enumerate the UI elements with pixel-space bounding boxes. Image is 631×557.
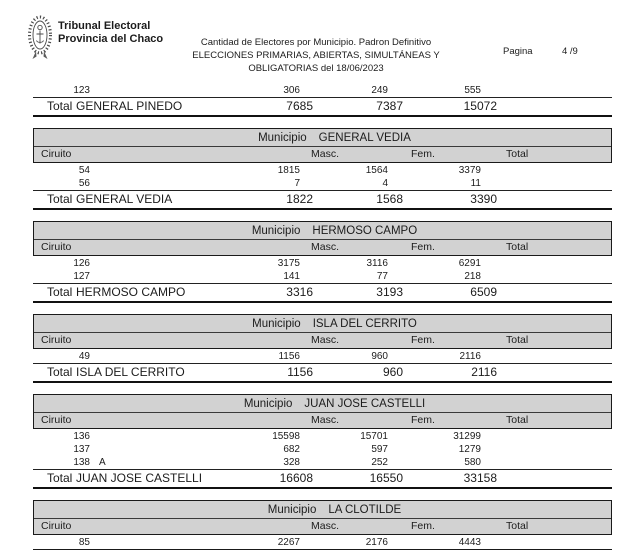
table-row	[33, 443, 612, 456]
col-header-masc: Masc.	[311, 148, 340, 160]
cell-total: 218	[464, 271, 481, 282]
cell-masc: 2267	[277, 537, 300, 548]
table-row	[33, 164, 612, 177]
col-header-total: Total	[506, 520, 529, 532]
municipio-title-row	[34, 129, 611, 147]
col-header-circuito: Ciruito	[41, 520, 72, 532]
section-bottom-line	[33, 115, 612, 117]
title-line-1: Cantidad de Electores por Municipio. Padron Definitivo	[200, 37, 432, 48]
col-header-circuito: Ciruito	[41, 241, 72, 253]
cell-total: 555	[464, 85, 481, 96]
col-header-fem: Fem.	[411, 414, 435, 426]
cell-total: 1279	[458, 444, 481, 455]
total-label: Total	[47, 192, 73, 206]
cell-total: 11	[470, 178, 481, 189]
total-masc: 3316	[286, 285, 313, 299]
total-row	[33, 284, 612, 301]
cell-fem: 15701	[360, 431, 388, 442]
municipio-name: LA CLOTILDE	[328, 504, 402, 516]
section-bottom-line	[33, 381, 612, 383]
page-number-value: 4 /9	[562, 46, 578, 57]
cell-masc: 328	[283, 457, 300, 468]
municipio-label: Municipio	[258, 132, 307, 144]
organization-name	[58, 20, 163, 46]
column-header-row	[34, 147, 611, 162]
cell-masc: 3175	[277, 258, 300, 269]
municipio-header-box	[33, 500, 612, 535]
title-line-2: ELECCIONES PRIMARIAS, ABIERTAS, SIMULTÁNEAS Y	[192, 50, 440, 61]
cell-circuit: 123	[73, 85, 90, 96]
municipio-name: ISLA DEL CERRITO	[312, 318, 417, 330]
total-total: 6509	[470, 285, 497, 299]
table-row	[33, 177, 612, 190]
total-row	[33, 191, 612, 208]
cell-circuit: 126	[73, 258, 90, 269]
column-header-row	[34, 240, 611, 255]
document-title	[180, 36, 452, 75]
total-masc: 1822	[286, 192, 313, 206]
municipio-name: HERMOSO CAMPO	[312, 225, 418, 237]
table-content	[33, 84, 612, 557]
tribunal-seal-logo	[27, 14, 53, 62]
cell-total: 3379	[458, 165, 481, 176]
title-line-3: OBLIGATORIAS del 18/06/2023	[248, 63, 384, 74]
total-fem: 16550	[369, 471, 403, 485]
col-header-masc: Masc.	[311, 414, 340, 426]
cell-circuit: 137	[73, 444, 90, 455]
col-header-fem: Fem.	[411, 334, 435, 346]
cell-masc: 7	[294, 178, 300, 189]
total-masc: 16608	[279, 471, 313, 485]
table-row	[33, 430, 612, 443]
table-row	[33, 257, 612, 270]
total-separator-line	[33, 549, 612, 550]
municipio-label: Municipio	[267, 504, 317, 516]
total-total: 15072	[463, 99, 497, 113]
cell-total: 31299	[453, 431, 481, 442]
col-header-total: Total	[506, 334, 529, 346]
cell-masc: 15598	[272, 431, 300, 442]
total-label: Total	[47, 471, 73, 485]
municipio-label: Municipio	[243, 398, 293, 410]
org-line-1: Tribunal Electoral	[58, 20, 151, 32]
cell-fem: 4	[382, 178, 388, 189]
municipio-title-row	[34, 315, 611, 333]
cell-circuit: 85	[78, 537, 90, 548]
section-la-clotilde	[33, 500, 612, 550]
cell-fem: 252	[371, 457, 388, 468]
cell-circuit: 127	[73, 271, 90, 282]
table-row	[33, 456, 612, 469]
total-fem: 3193	[376, 285, 403, 299]
column-header-row	[34, 413, 611, 428]
col-header-masc: Masc.	[311, 241, 340, 253]
cell-masc: 141	[283, 271, 300, 282]
table-row	[33, 350, 612, 363]
cell-total: 2116	[459, 351, 481, 362]
total-row	[33, 364, 612, 381]
municipio-title-row	[34, 501, 611, 519]
total-row	[33, 98, 612, 115]
section-bottom-line	[33, 208, 612, 210]
col-header-circuito: Ciruito	[41, 414, 72, 426]
col-header-circuito: Ciruito	[41, 334, 72, 346]
cell-fem: 77	[376, 271, 388, 282]
cell-masc: 1156	[278, 351, 300, 362]
municipio-name: JUAN JOSE CASTELLI	[304, 398, 426, 410]
col-header-fem: Fem.	[411, 241, 435, 253]
municipio-header-box	[33, 221, 612, 256]
total-fem: 960	[382, 365, 403, 379]
cell-total: 580	[464, 457, 481, 468]
col-header-total: Total	[506, 148, 529, 160]
col-header-circuito: Ciruito	[41, 148, 72, 160]
total-municipio-name: GENERAL PINEDO	[76, 99, 183, 113]
cell-fem: 1564	[365, 165, 388, 176]
cell-fem: 249	[371, 85, 388, 96]
cell-fem: 3116	[366, 258, 388, 269]
column-header-row	[34, 519, 611, 534]
cell-circuit: 56	[78, 178, 90, 189]
municipio-title-row	[34, 222, 611, 240]
table-row	[33, 270, 612, 283]
section-isla-del-cerrito	[33, 314, 612, 383]
cell-circuit: 138	[73, 457, 90, 468]
cell-total: 6291	[458, 258, 481, 269]
total-municipio-name: GENERAL VEDIA	[76, 192, 173, 206]
cell-fem: 597	[371, 444, 388, 455]
total-municipio-name: HERMOSO CAMPO	[76, 285, 186, 299]
cell-total: 4443	[458, 537, 481, 548]
cell-masc: 682	[283, 444, 300, 455]
table-row	[33, 536, 612, 549]
total-label: Total	[47, 365, 73, 379]
org-line-2: Provincia del Chaco	[58, 33, 164, 45]
table-row	[33, 84, 612, 97]
total-label: Total	[47, 99, 73, 113]
municipio-header-box	[33, 394, 612, 429]
section-hermoso-campo	[33, 221, 612, 303]
municipio-label: Municipio	[251, 225, 301, 237]
total-municipio-name: ISLA DEL CERRITO	[76, 365, 185, 379]
col-header-fem: Fem.	[411, 520, 435, 532]
col-header-total: Total	[506, 414, 529, 426]
section-bottom-line	[33, 301, 612, 303]
total-total: 2116	[471, 365, 497, 379]
cell-circuit: 49	[78, 351, 90, 362]
municipio-name: GENERAL VEDIA	[318, 132, 411, 144]
total-fem: 1568	[376, 192, 403, 206]
section-juan-jose-castelli	[33, 394, 612, 489]
col-header-masc: Masc.	[311, 334, 340, 346]
cell-circuit: 136	[73, 431, 90, 442]
municipio-header-box	[33, 128, 612, 163]
col-header-masc: Masc.	[311, 520, 340, 532]
cell-fem: 960	[371, 351, 388, 362]
section-general-pinedo	[33, 84, 612, 117]
column-header-row	[34, 333, 611, 348]
cell-circuit-letter: A	[99, 457, 106, 468]
cell-circuit: 54	[78, 165, 90, 176]
cell-fem: 2176	[365, 537, 388, 548]
municipio-header-box	[33, 314, 612, 349]
total-masc: 7685	[286, 99, 313, 113]
total-label: Total	[47, 285, 73, 299]
cell-masc: 1815	[277, 165, 300, 176]
total-masc: 1156	[287, 365, 313, 379]
total-total: 3390	[470, 192, 497, 206]
municipio-title-row	[34, 395, 611, 413]
col-header-fem: Fem.	[411, 148, 435, 160]
section-general-vedia	[33, 128, 612, 210]
total-total: 33158	[463, 471, 497, 485]
municipio-label: Municipio	[252, 318, 301, 330]
cell-masc: 306	[283, 85, 300, 96]
total-fem: 7387	[376, 99, 403, 113]
col-header-total: Total	[506, 241, 529, 253]
total-row	[33, 470, 612, 487]
page-number-label: Pagina	[503, 46, 533, 57]
total-municipio-name: JUAN JOSE CASTELLI	[76, 471, 203, 485]
section-bottom-line	[33, 487, 612, 489]
